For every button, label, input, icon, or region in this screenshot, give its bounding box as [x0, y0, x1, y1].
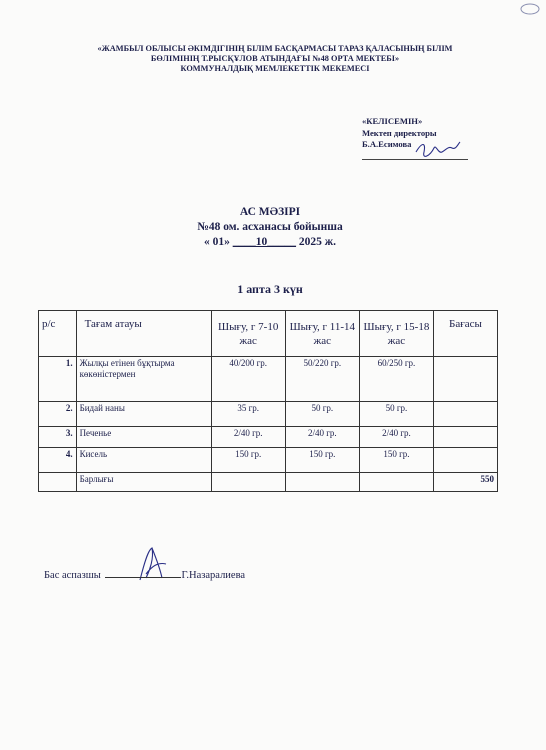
org-line-1: «ЖАМБЫЛ ОБЛЫСЫ ӘКІМДІГІНІҢ БІЛІМ БАСҚАРМАСЫ ТАРАЗ ҚАЛАСЫНЫҢ БІЛІМ: [97, 44, 453, 53]
table-row: [39, 448, 498, 473]
portion-15-18: 60/250 гр.: [359, 357, 433, 402]
portion-7-10: 150 гр.: [211, 448, 285, 473]
footer-role: Бас аспазшы: [44, 570, 101, 581]
date-year: 2025 ж.: [298, 236, 336, 248]
portion-15-18: 50 гр.: [359, 402, 433, 427]
director-signature: [412, 138, 462, 162]
total-empty-cell: [211, 473, 285, 492]
portion-15-18: 2/40 гр.: [359, 427, 433, 448]
table-header-row: [39, 311, 498, 357]
footer-name: Г.Назаралиева: [181, 570, 246, 581]
dish-price: [433, 357, 497, 402]
row-number: 1.: [39, 357, 77, 402]
portion-11-14: 2/40 гр.: [285, 427, 359, 448]
col-header-age-15-18: Шығу, г 15-18 жас: [359, 311, 433, 357]
table-row: [39, 357, 498, 402]
total-empty-cell: [39, 473, 77, 492]
col-header-num: р/с: [39, 311, 77, 357]
menu-title-block: [130, 205, 410, 250]
row-number: 3.: [39, 427, 77, 448]
portion-15-18: 150 гр.: [359, 448, 433, 473]
dish-price: [433, 448, 497, 473]
portion-7-10: 35 гр.: [211, 402, 285, 427]
menu-table: [38, 310, 498, 492]
portion-11-14: 150 гр.: [285, 448, 359, 473]
row-number: 4.: [39, 448, 77, 473]
menu-date: [130, 235, 410, 250]
row-number: 2.: [39, 402, 77, 427]
menu-subtitle: №48 ом. асханасы бойынша: [197, 221, 343, 233]
org-line-3: КОММУНАЛДЫҚ МЕМЛЕКЕТТІК МЕКЕМЕСІ: [180, 64, 370, 73]
total-empty-cell: [285, 473, 359, 492]
approval-name: Б.А.Есимова: [362, 139, 412, 149]
date-month: ____10_____: [232, 236, 297, 248]
total-label: Барлығы: [76, 473, 211, 492]
dish-name: Кисель: [76, 448, 211, 473]
approval-title: «КЕЛІСЕМІН»: [362, 116, 423, 126]
total-value: 550: [433, 473, 497, 492]
portion-7-10: 40/200 гр.: [211, 357, 285, 402]
col-header-age-11-14: Шығу, г 11-14 жас: [285, 311, 359, 357]
week-day-label: 1 апта 3 күн: [237, 282, 303, 296]
menu-title: АС МӘЗІРІ: [239, 206, 301, 218]
portion-11-14: 50/220 гр.: [285, 357, 359, 402]
portion-11-14: 50 гр.: [285, 402, 359, 427]
table-row: [39, 427, 498, 448]
date-day: « 01»: [204, 236, 230, 248]
approval-position: Мектеп директоры: [362, 127, 437, 138]
total-empty-cell: [359, 473, 433, 492]
table-total-row: [39, 473, 498, 492]
footer-signature-line: [105, 577, 181, 578]
org-line-2: БӨЛІМІНІҢ Т.РЫСҚҰЛОВ АТЫНДАҒЫ №48 ОРТА МЕКТЕБІ»: [150, 54, 400, 63]
dish-price: [433, 402, 497, 427]
col-header-dish: Тағам атауы: [76, 311, 211, 357]
col-header-age-7-10: Шығу, г 7-10 жас: [211, 311, 285, 357]
dish-name: Жылқы етінен бұқтырма көкөністермен: [76, 357, 211, 402]
dish-name: Бидай наны: [76, 402, 211, 427]
table-row: [39, 402, 498, 427]
organization-header: [40, 44, 510, 74]
dish-price: [433, 427, 497, 448]
col-header-price: Бағасы: [433, 311, 497, 357]
dish-name: Печенье: [76, 427, 211, 448]
corner-stamp-mark: [518, 2, 542, 16]
portion-7-10: 2/40 гр.: [211, 427, 285, 448]
footer-signature-block: [44, 570, 245, 581]
